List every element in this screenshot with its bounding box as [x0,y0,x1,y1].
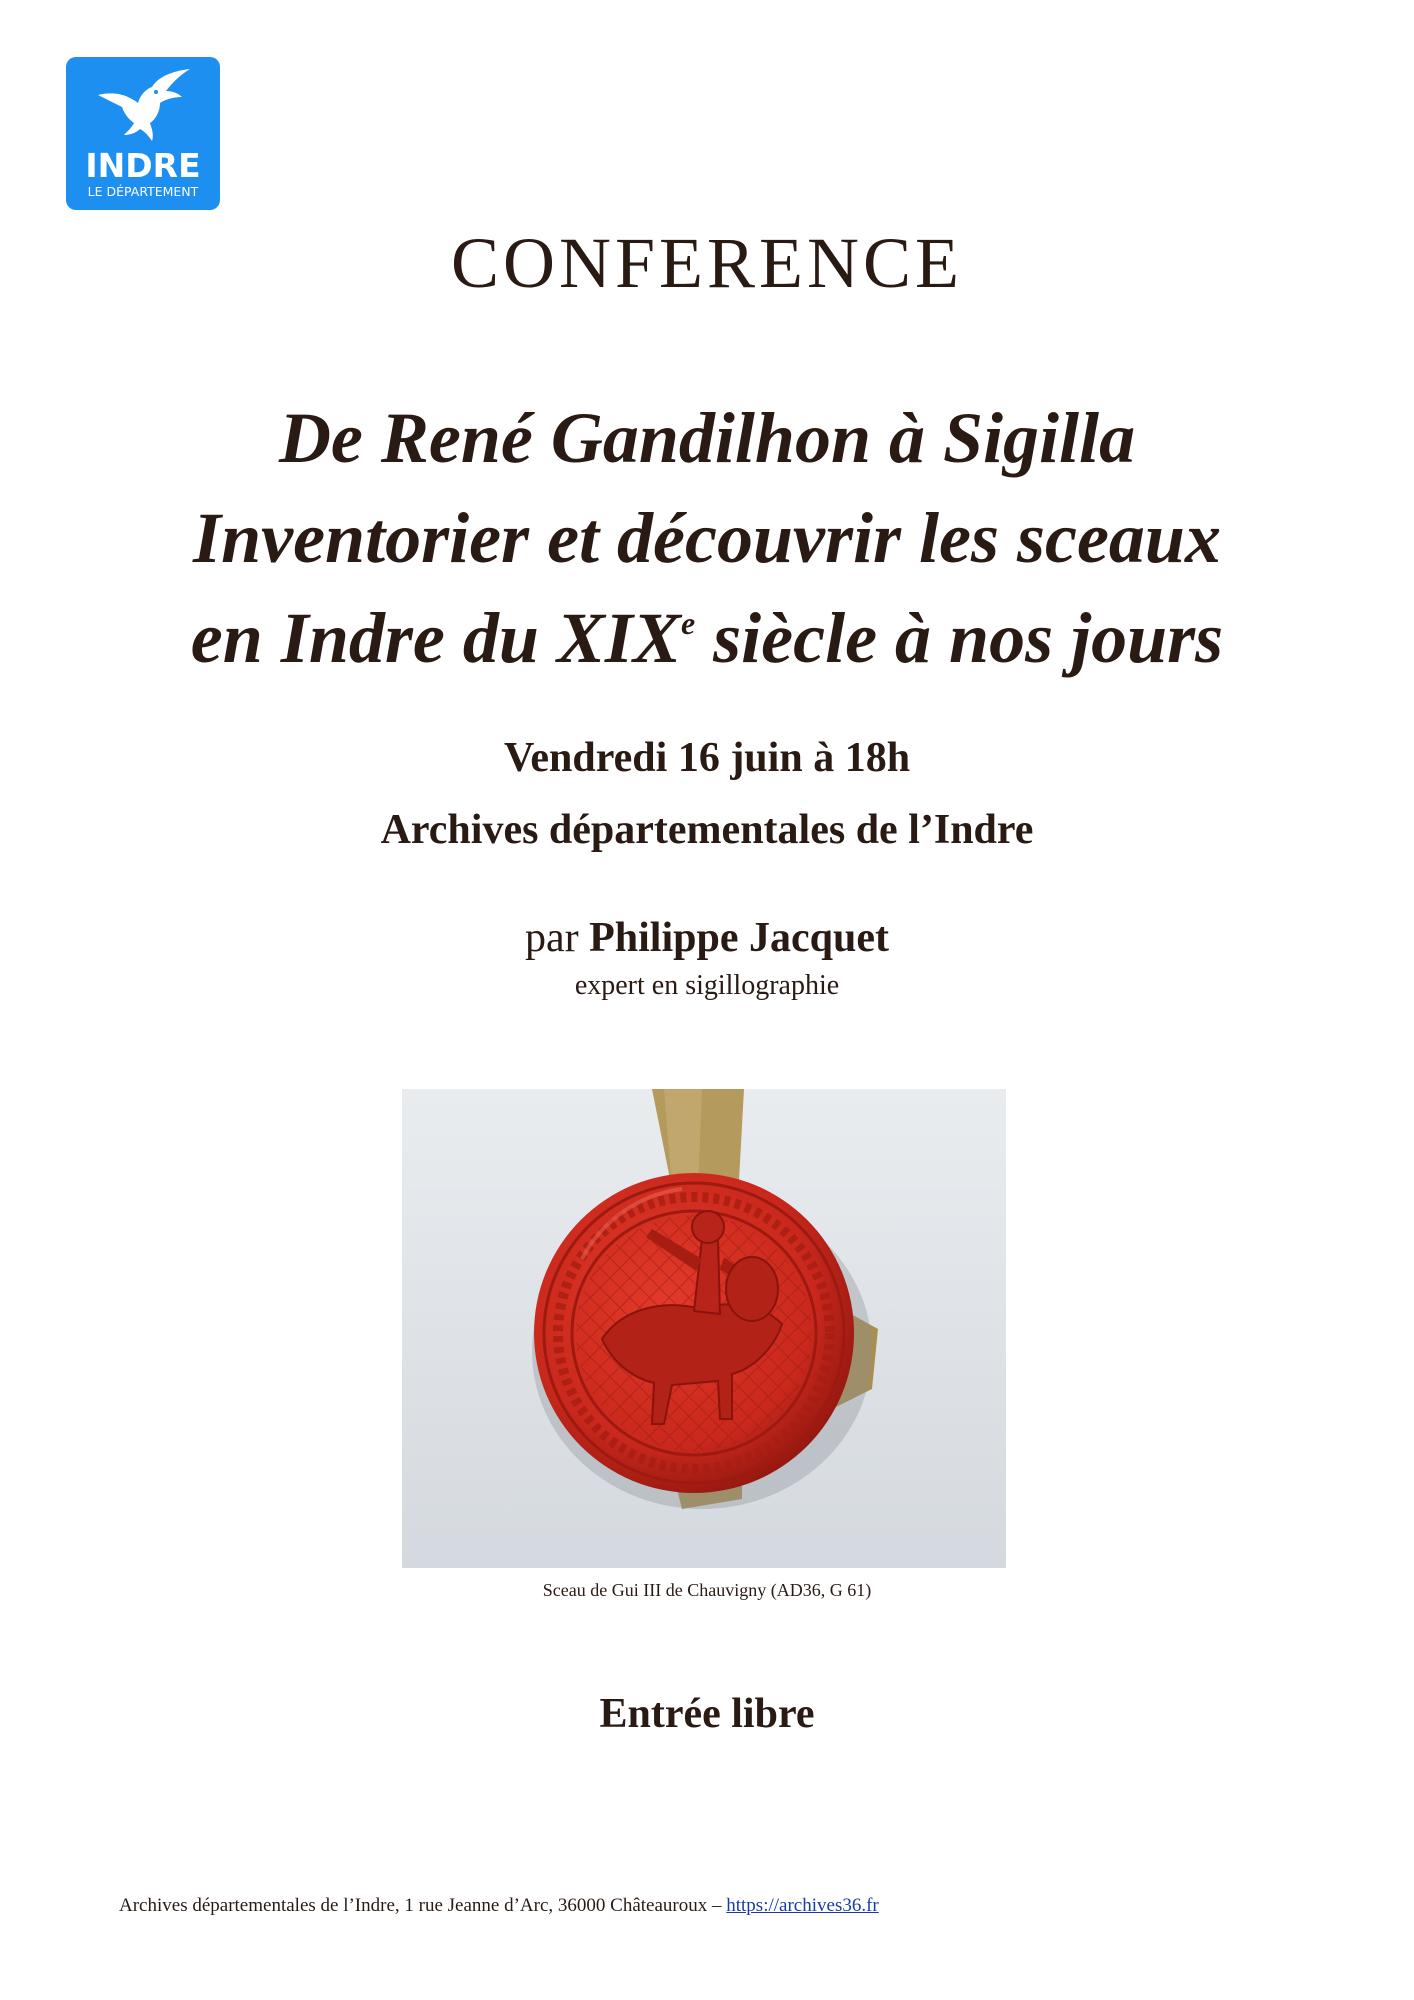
seal-photo [402,1089,1006,1568]
speaker-role: expert en sigillographie [574,970,840,1001]
title-line-3 [0,588,1414,688]
conference-heading: CONFERENCE [450,223,964,303]
title-line-2: Inventorier et découvrir les sceaux [193,498,1221,578]
logo-name: INDRE [85,146,201,185]
bird-icon [94,65,194,145]
speaker-prefix: par [524,915,590,961]
event-date: Vendredi 16 juin à 18h [503,735,911,781]
speaker-line [0,914,1414,962]
wax-seal-image [402,1089,1006,1568]
logo-subtitle: LE DÉPARTEMENT [87,184,199,199]
title-superscript: e [680,605,696,641]
conference-title [0,388,1414,688]
speaker-name: Philippe Jacquet [589,915,889,961]
photo-caption: Sceau de Gui III de Chauvigny (AD36, G 61) [542,1580,872,1600]
indre-department-logo [66,57,220,210]
title-line-3-start: en Indre du XIX [190,598,681,678]
archives-website-link[interactable]: https://archives36.fr [726,1895,879,1916]
title-line-1: De René Gandilhon à Sigilla [278,398,1136,478]
title-line-3-end: siècle à nos jours [695,598,1224,678]
event-venue: Archives départementales de l’Indre [380,807,1034,853]
footer-address: Archives départementales de l’Indre, 1 rue Jeanne d’Arc, 36000 Châteauroux – [119,1895,727,1916]
free-entry-notice: Entrée libre [599,1691,815,1737]
footer [119,1895,879,1917]
